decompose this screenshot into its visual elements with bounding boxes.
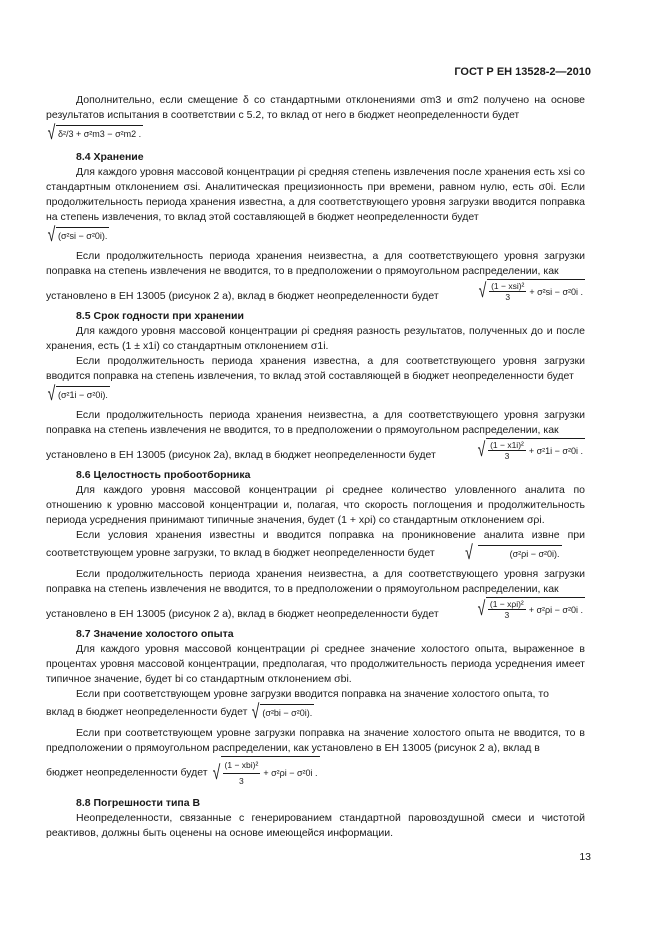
section-8-5-heading: 8.5 Срок годности при хранении — [76, 310, 244, 322]
s87-formula-2: бюджет неопределенности будет √ $\frac{\text{(1 − xbi)²}}{3}$ + σ²ρi − σ²0i . — [46, 756, 585, 789]
s85-formula-line: установлено в ЕН 13005 (рисунок 2а), вклад в бюджет неопределенности будет √ $\frac{\text{(1 − x1i)²}}{3}$ + σ²1i − σ²0i . — [46, 438, 583, 461]
s87-paragraph-2: Если при соответствующем уровне загрузки вводится поправка на значение холостого опыта, то — [76, 688, 549, 700]
s85-paragraph-3: Если продолжительность периода хранения неизвестна, а для соответствующего уровня загрузки поправка на степень извлечения не вводится, то в предположении о прямоугольном распределении, как — [46, 409, 585, 436]
s86-paragraph-2: Если условия хранения известны и вводится поправка на проникновение аналита извне при соответствующем уровне загрузки, то вклад в бюджет неопределенности будет √ (σ²ρi − σ²0i). — [46, 529, 585, 564]
page-body — [46, 93, 585, 841]
section-8-8-heading: 8.8 Погрешности типа В — [76, 797, 201, 809]
s85-formula-1: √ (σ²1i − σ²0i). — [47, 383, 108, 405]
s85-paragraph-2: Если продолжительность периода хранения известна, а для соответствующего уровня загрузки вводится поправка на степень извлечения, то вклад этой составляющей в бюджет неопределенности будет — [46, 355, 585, 382]
intro-formula — [46, 123, 585, 143]
page-number: 13 — [579, 851, 591, 863]
s84-formula-line: установлено в ЕН 13005 (рисунок 2 а), вклад в бюджет неопределенности будет √ $\frac{\text{(1 − xsi)²}}{3}$ + σ²si − σ²0i . — [46, 279, 583, 302]
s88-paragraph-1: Неопределенности, связанные с генерированием стандартной паровоздушной смеси и чистотой реактивов, должны быть оценены на основе имеющейся информации. — [46, 812, 585, 839]
s86-paragraph-3: Если продолжительность периода хранения неизвестна, а для соответствующего уровня загрузки поправка на степень извлечения не вводится, то в предположении о прямоугольном распределении, как — [46, 568, 585, 595]
sqrt-formula: √ δ²/3 + σ²m3 − σ²m2 . — [47, 122, 142, 144]
section-8-6-heading: 8.6 Целостность пробоотборника — [76, 469, 251, 481]
sqrt-fraction-formula: √ $\frac{\text{(1 − xsi)²}}{3}$ + σ²si − σ²0i . — [478, 279, 583, 302]
section-8-4-heading: 8.4 Хранение — [76, 151, 144, 163]
s87-paragraph-1: Для каждого уровня массовой концентрации ρi среднее значение холостого опыта, выраженное в процентах уровня массовой концентрации, предполагая, что продолжительность периода усреднения имеет типичное значение, будет bi со стандартным отклонением σbi. — [46, 643, 585, 685]
s87-formula-1: вклад в бюджет неопределенности будет √ (σ²bi − σ²0i). — [46, 701, 313, 723]
s84-formula-1: √ (σ²si − σ²0i). — [47, 224, 108, 246]
s84-paragraph-1: Для каждого уровня массовой концентрации ρi средняя степень извлечения после хранения есть xsi со стандартным отклонением σsi. Аналитическая прецизионность при времени, равном нулю, есть σ0i. Если продолжительность периода хранения известна, а для соответствующего уровня загрузки вводится поправка на степень извлечения, то вклад этой составляющей в бюджет неопределенности будет — [46, 166, 585, 223]
section-8-7-heading: 8.7 Значение холостого опыта — [76, 628, 234, 640]
document-header: ГОСТ Р ЕН 13528-2—2010 — [454, 66, 591, 78]
s85-paragraph-1: Для каждого уровня массовой концентрации ρi средняя разность результатов, полученных до и после хранения, есть (1 ± x1i) со стандартным отклонением σ1i. — [46, 325, 585, 352]
s87-paragraph-3: Если при соответствующем уровне загрузки поправка на значение холостого опыта не вводится, то в предположении о прямоугольном распределении, как установлено в ЕН 13005 (рисунок 2 а), вклад в — [46, 727, 585, 754]
s86-formula-line: установлено в ЕН 13005 (рисунок 2 а), вклад в бюджет неопределенности будет √ $\frac{\text{(1 − xρi)²}}{3}$ + σ²ρi − σ²0i . — [46, 597, 583, 620]
s84-paragraph-2: Если продолжительность периода хранения неизвестна, а для соответствующего уровня загрузки поправка на степень извлечения не вводится, то в предположении о прямоугольном распределении, как — [46, 250, 585, 277]
intro-paragraph: Дополнительно, если смещение δ со стандартными отклонениями σm3 и σm2 получено на основе результатов испытания в соответствии с 5.2, то вклад от него в бюджет неопределенности будет — [46, 94, 585, 121]
s86-paragraph-1: Для каждого уровня массовой концентрации ρi среднее количество уловленного аналита по отношению к уровню массовой концентрации и, полагая, что скорость поглощения и продолжительность периода усреднения принимают типичные значения, будет (1 + xρi) со стандартным отклонением σρi. — [46, 484, 585, 526]
